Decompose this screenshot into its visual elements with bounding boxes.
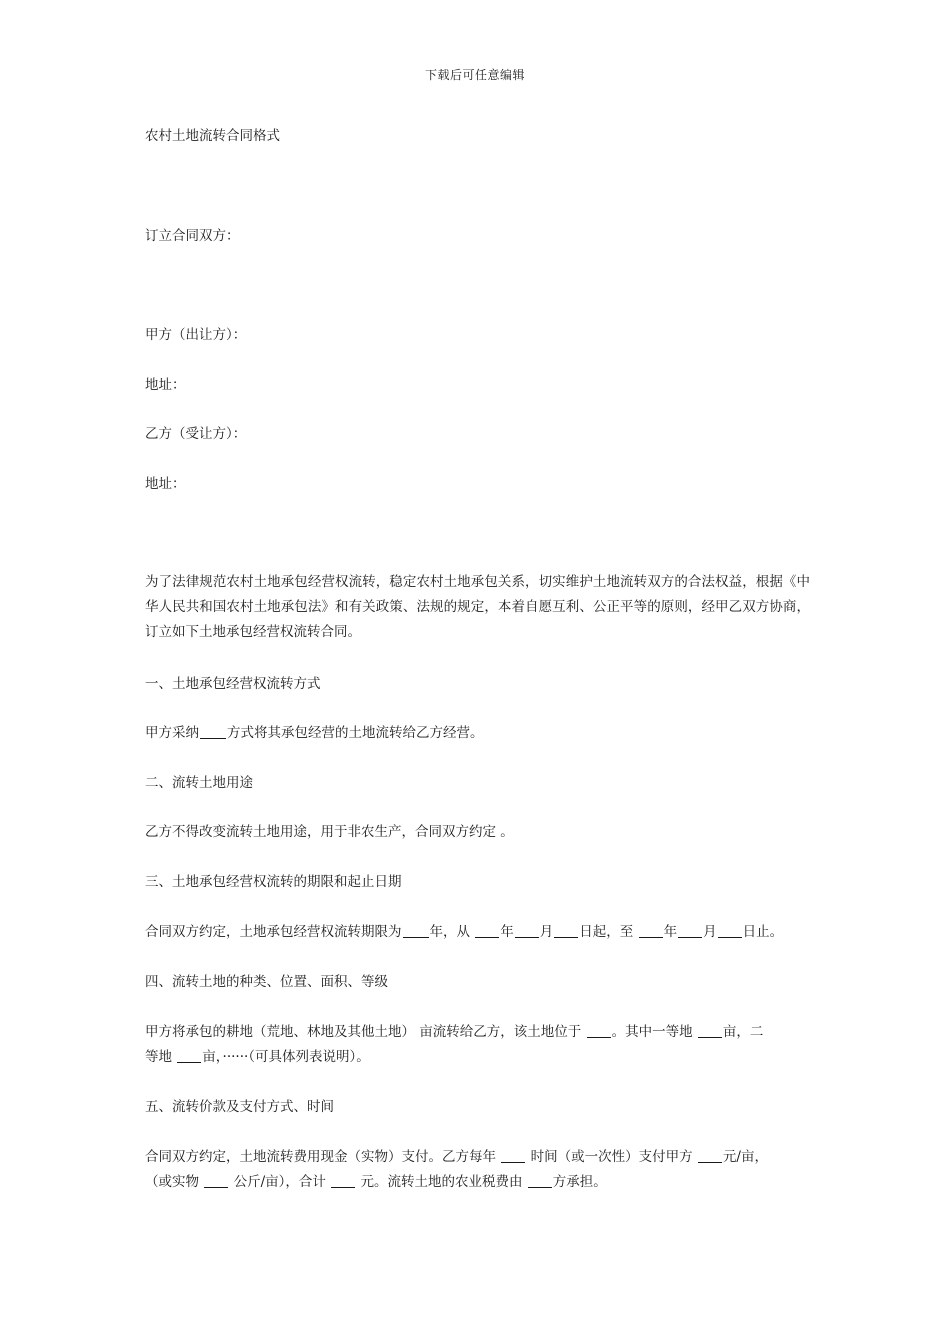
section-1-text-2: 方式将其承包经营的土地流转给乙方经营。 <box>227 725 484 741</box>
blank-grade-1-area <box>698 1023 722 1038</box>
section-5-body-line-1 <box>145 1145 810 1170</box>
section-3-text-6: 年 <box>663 924 678 940</box>
section-5-body-line-2 <box>145 1170 810 1195</box>
section-4-text-4: 等地 <box>145 1049 177 1065</box>
section-1-heading: 一、土地承包经营权流转方式 <box>145 676 321 692</box>
section-5-text-2: 时间（或一次性）支付甲方 <box>526 1149 697 1165</box>
section-5-text-1: 合同双方约定，土地流转费用现金（实物）支付。乙方每年 <box>145 1149 501 1165</box>
blank-end-day <box>718 923 742 938</box>
preamble-paragraph: 为了法律规范农村土地承包经营权流转，稳定农村土地承包关系，切实维护土地流转双方的合法权益，根据《中华人民共和国农村土地承包法》和有关政策、法规的规定，本着自愿互利、公正平等的原则，经甲乙双方协商，订立如下土地承包经营权流转合同。 <box>145 574 810 640</box>
party-a-label: 甲方（出让方）： <box>145 327 247 343</box>
section-5-text-3: 元/亩， <box>722 1149 768 1165</box>
blank-location <box>587 1023 611 1038</box>
blank-start-year <box>475 923 499 938</box>
section-5-text-7: 方承担。 <box>552 1174 607 1190</box>
parties-heading: 订立合同双方： <box>145 228 240 244</box>
section-4-text-1: 甲方将承包的耕地（荒地、林地及其他土地） 亩流转给乙方，该土地位于 <box>145 1024 586 1040</box>
section-4-heading: 四、流转土地的种类、位置、面积、等级 <box>145 974 388 990</box>
blank-price-per-mu <box>698 1148 722 1163</box>
blank-payment-time <box>501 1148 525 1163</box>
section-3-text-8: 日止。 <box>742 924 784 940</box>
party-b-label: 乙方（受让方）： <box>145 426 247 442</box>
blank-end-month <box>678 923 702 938</box>
section-5-text-4: （或实物 <box>145 1174 204 1190</box>
document-title: 农村土地流转合同格式 <box>145 128 280 144</box>
blank-tax-party <box>528 1173 552 1188</box>
blank-total <box>331 1173 355 1188</box>
section-3-text-2: 年，从 <box>429 924 475 940</box>
blank-start-month <box>515 923 539 938</box>
section-3-body <box>145 920 810 945</box>
party-b-address-label: 地址： <box>145 476 186 492</box>
header-note: 下载后可任意编辑 <box>424 68 525 82</box>
party-a-address-label: 地址： <box>145 377 186 393</box>
section-2-body: 乙方不得改变流转土地用途，用于非农生产，合同双方约定 。 <box>145 824 514 840</box>
section-4-text-5: 亩，······（可具体列表说明）。 <box>202 1049 370 1065</box>
blank-grade-2-area <box>177 1048 201 1063</box>
section-3-heading: 三、土地承包经营权流转的期限和起止日期 <box>145 874 402 890</box>
section-1-body <box>145 721 810 746</box>
blank-in-kind-amount <box>204 1173 228 1188</box>
section-5-heading: 五、流转价款及支付方式、时间 <box>145 1099 334 1115</box>
section-3-text-4: 月 <box>539 924 554 940</box>
section-4-body-line-1 <box>145 1020 810 1045</box>
section-3-text-7: 月 <box>703 924 717 940</box>
blank-start-day <box>554 923 578 938</box>
section-5-text-5: 公斤/亩），合计 <box>229 1174 331 1190</box>
section-5-text-6: 元。流转土地的农业税费由 <box>356 1174 527 1190</box>
blank-term-years <box>403 923 429 938</box>
section-4-text-2: 。其中一等地 <box>611 1024 697 1040</box>
section-3-text-1: 合同双方约定，土地承包经营权流转期限为 <box>145 924 402 940</box>
section-4-text-3: 亩，二 <box>722 1024 764 1040</box>
blank-end-year <box>639 923 663 938</box>
section-1-text-1: 甲方采纳 <box>145 725 199 741</box>
section-3-text-3: 年 <box>500 924 514 940</box>
section-4-body-line-2 <box>145 1045 810 1070</box>
section-2-heading: 二、流转土地用途 <box>145 775 253 791</box>
section-3-text-5: 日起，至 <box>579 924 638 940</box>
blank-method <box>200 724 226 739</box>
